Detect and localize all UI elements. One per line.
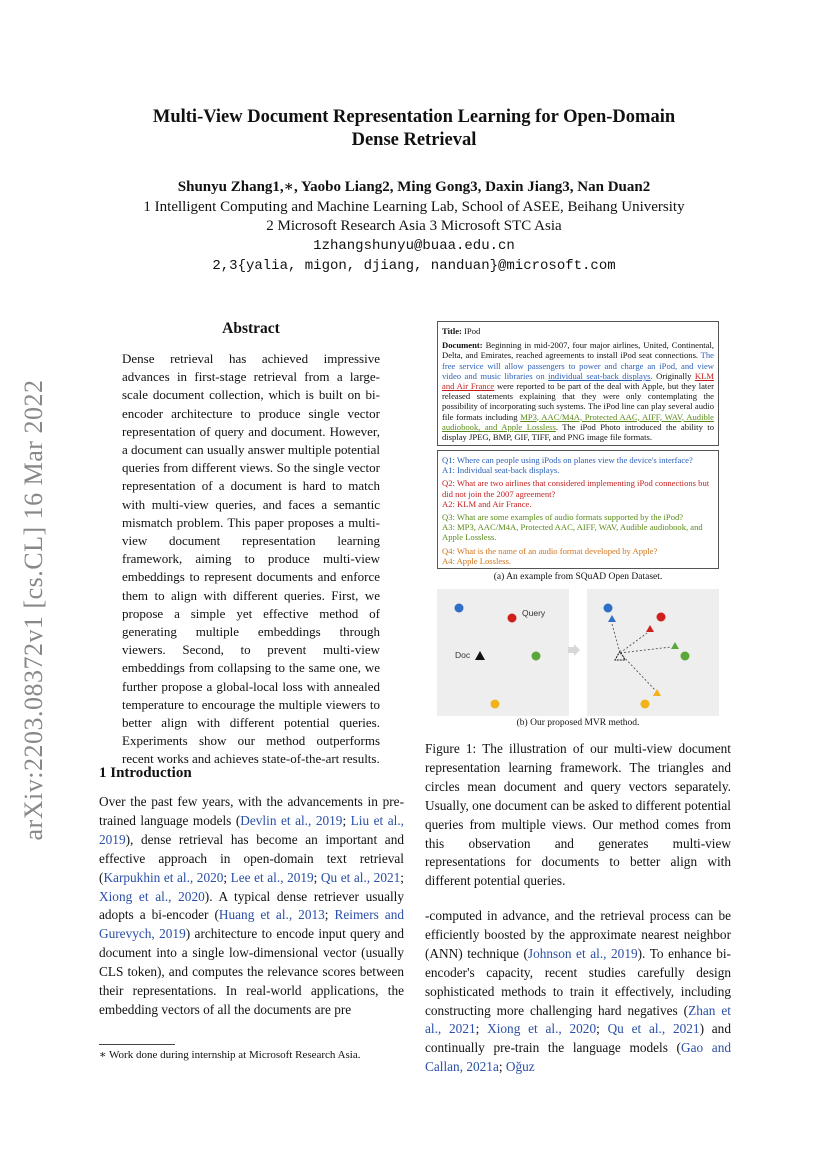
citation-link[interactable]: Devlin et al., 2019 (240, 812, 343, 828)
affiliation-2: 2 Microsoft Research Asia 3 Microsoft STC Asia (266, 218, 562, 234)
footnote-rule (99, 1044, 175, 1045)
intro-heading: 1 Introduction (99, 765, 192, 781)
abstract-heading: Abstract (222, 320, 280, 337)
abstract-paragraph: Dense retrieval has achieved impressive advances in first-stage retrieval from a large-scale document collection, which is built on bi-encoder architecture to produce single vector representation of query and document. However, a document can usually answer multiple potential queries from different views. So the single vector representation of a document is hard to match with multi-view queries, and faces a semantic mismatch problem. This paper proposes a multi-view document representation learning framework, aiming to produce multi-view embeddings to represent documents and enforce them to align with different queries. First, we propose a simple yet effective method of generating multiple embeddings through viewers. Second, to prevent multi-view embeddings from collapsing to the same one, we further propose a global-local loss with annealed temperature to encourage the multiple viewers to better align with different potential queries. Experiments show our method outperforms recent works and achieves state-of-the-art results. (122, 351, 380, 767)
authors: Shunyu Zhang1,∗, Yaobo Liang2, Ming Gong3, Daxin Jiang3, Nan Duan2 (177, 179, 651, 195)
citation-link[interactable]: Xiong et al., 2020 (487, 1021, 597, 1037)
citation-link[interactable]: Qu et al., 2021 (320, 869, 401, 885)
paper-title (100, 106, 728, 152)
answer-3: A3: MP3, AAC/M4A, Protected AAC, AIFF, WAV, Audible audiobook, and Apple Lossless. (442, 522, 703, 543)
mvr-diagram (437, 589, 719, 716)
query-point-blue (455, 604, 464, 613)
citation-link[interactable]: Huang et al., 2013 (218, 907, 325, 923)
affiliation-1: 1 Intelligent Computing and Machine Learning Lab, School of ASEE, Beihang University (143, 199, 685, 215)
title-line-2: Dense Retrieval (351, 130, 477, 150)
doc-label: Doc (455, 650, 471, 660)
question-2: Q2: What are two airlines that considered implementing iPod connections but did not join the 2007 agreement? (442, 478, 710, 499)
arrow-shaft (568, 647, 575, 653)
email-1: 1zhangshunyu@buaa.edu.cn (313, 238, 515, 254)
query-point-red-right (657, 613, 666, 622)
citation-link[interactable]: Lee et al., 2019 (230, 869, 314, 885)
citation-link[interactable]: Zhan et al., 2021 (425, 1002, 731, 1037)
question-1: Q1: Where can people using iPods on planes view the device's interface? (442, 455, 693, 465)
qa-box (437, 450, 719, 569)
question-4: Q4: What is the name of an audio format developed by Apple? (442, 545, 658, 556)
figure-caption: Figure 1: The illustration of our multi-view document representation learning framework. The triangles and circles mean document and query vectors separately. Usually, one document can be asked to different potential queries from multiple views. Our method comes from this observation and generates multi-view representations for documents to better align with different potential queries. (425, 741, 731, 889)
query-point-green (532, 652, 541, 661)
citation-link[interactable]: Johnson et al., 2019 (527, 945, 638, 961)
query-point-yellow-right (641, 700, 650, 709)
question-3: Q3: What are some examples of audio formats supported by the iPod? (442, 512, 684, 523)
footnote: ∗ Work done during internship at Microsoft Research Asia. (99, 1049, 361, 1061)
subcaption-b: (b) Our proposed MVR method. (516, 718, 640, 728)
citation-link[interactable]: Liu et al., 2019 (99, 812, 404, 847)
title-line-1: Multi-View Document Representation Learning for Open-Domain (152, 107, 676, 127)
answer-2: A2: KLM and Air France. (442, 498, 532, 509)
intro-paragraph: Over the past few years, with the advancements in pre-trained language models (Devlin et al., 2019; Liu et al., 2019), dense retrieval has become an important and effective approach in open-domain text retrieval (Karpukhin et al., 2020; Lee et al., 2019; Qu et al., 2021; Xiong et al., 2020). A typical dense retriever usually adopts a bi-encoder (Huang et al., 2013; Reimers and Gurevych, 2019) architecture to encode input query and document into a single low-dimensional vector (usually CLS token), and computes the relevance scores between their representations. In real-world applications, the embedding vectors of all the documents are pre (99, 794, 405, 1017)
citation-link[interactable]: Reimers and Gurevych, 2019 (99, 907, 404, 942)
citation-link[interactable]: Gao and Callan, 2021a (425, 1040, 731, 1075)
document-box: Title: IPod Document: Beginning in mid-2007, four major airlines, United, Continental, Delta, and Emirates, reached agreements to install iPod seat connections. The free service will allow passengers to power and charge an iPod, and view video and music libraries on individual seat-back displays. Originally KLM and Air France were reported to be part of the deal with Apple, but they later released statements explaining that they were only contemplating the possibility of incorporating such systems. The iPod line can play several audio file formats including MP3, AAC/M4A, Protected AAC, AIFF, WAV, Audible audiobook, and Apple Lossless. The iPod Photo introduced the ability to display JPEG, BMP, GIF, TIFF, and PNG image file formats. (437, 321, 719, 446)
query-point-red (508, 614, 517, 623)
query-point-green-right (681, 652, 690, 661)
query-label: Query (522, 608, 546, 618)
subcaption-a: (a) An example from SQuAD Open Dataset. (493, 572, 663, 582)
answer-4: A4: Apple Lossless. (442, 555, 511, 566)
query-point-blue-right (604, 604, 613, 613)
citation-link[interactable]: Karpukhin et al., 2020 (103, 869, 224, 885)
email-2: 2,3{yalia, migon, djiang, nanduan}@microsoft.com (212, 258, 616, 274)
query-point-yellow (491, 700, 500, 709)
arxiv-id: arXiv:2203.08372v1 [cs.CL] 16 Mar 2022 (19, 379, 48, 841)
answer-1: A1: Individual seat-back displays. (442, 465, 560, 476)
citation-link[interactable]: Oğuz (505, 1059, 535, 1075)
citation-link[interactable]: Qu et al., 2021 (607, 1021, 700, 1037)
citation-link[interactable]: Xiong et al., 2020 (99, 888, 205, 904)
abstract-text (122, 350, 380, 769)
right-column-paragraph: -computed in advance, and the retrieval process can be efficiently boosted by the approximate nearest neighbor (ANN) technique (Johnson et al., 2019). To enhance bi-encoder's capacity, recent studies carefully design sophisticated methods to train it effectively, including constructing more challenging hard negatives (Zhan et al., 2021; Xiong et al., 2020; Qu et al., 2021) and continually pre-train the language models (Gao and Callan, 2021a; Oğuz (425, 908, 731, 1075)
arxiv-sidebar (16, 360, 52, 860)
